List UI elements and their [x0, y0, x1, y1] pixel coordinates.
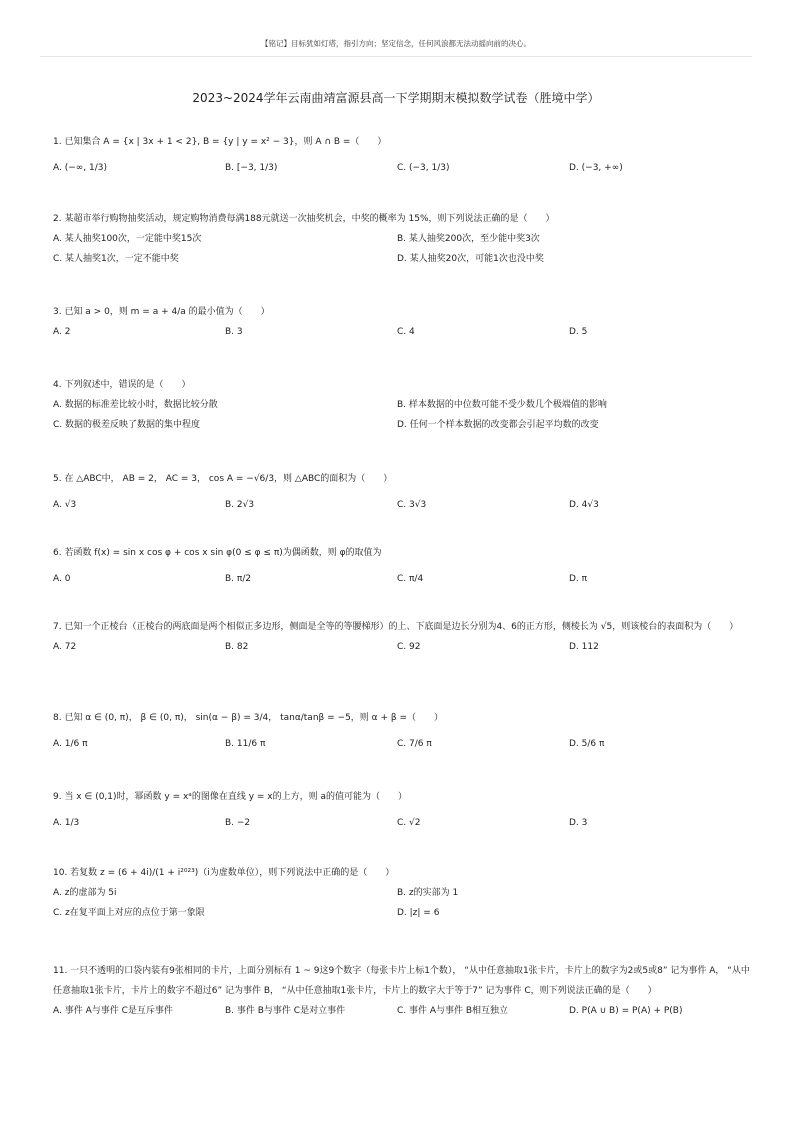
question-1-text: 1. 已知集合 A = {x | 3x + 1 < 2}, B = {y | y = x² − 3}，则 A ∩ B =（ ）	[53, 137, 387, 147]
question-2-text: 2. 某超市举行购物抽奖活动，规定购物消费每满188元就送一次抽奖机会，中奖的概率为 15%，则下列说法正确的是（ ）	[53, 214, 555, 224]
question-7-option-c[interactable]: C. 92	[397, 642, 421, 652]
question-3-option-d[interactable]: D. 5	[569, 327, 588, 337]
question-6-option-a[interactable]: A. 0	[53, 574, 71, 584]
question-2-option-a[interactable]: A. 某人抽奖100次，一定能中奖15次	[53, 234, 202, 244]
question-8-text: 8. 已知 α ∈ (0, π)， β ∈ (0, π)， sin(α − β) = 3/4， tanα/tanβ = −5，则 α + β =（ ）	[53, 713, 444, 723]
question-8-option-b[interactable]: B. 11/6 π	[225, 739, 266, 749]
question-5	[53, 469, 753, 523]
question-9-option-a[interactable]: A. 1/3	[53, 818, 80, 828]
question-9-option-b[interactable]: B. −2	[225, 818, 251, 828]
question-6	[53, 543, 753, 597]
question-11-option-b[interactable]: B. 事件 B与事件 C是对立事件	[225, 1006, 346, 1016]
question-7-text: 7. 已知一个正棱台（正棱台的两底面是两个相似正多边形，侧面是全等的等腰梯形）的上、下底面是边长分别为4、6的正方形，侧棱长为 √5，则该棱台的表面积为（ ）	[53, 622, 739, 632]
question-4-option-b[interactable]: B. 样本数据的中位数可能不受少数几个极端值的影响	[397, 400, 607, 410]
question-10-text: 10. 若复数 z = (6 + 4i)/(1 + i²⁰²³)（i为虚数单位），则下列说法中正确的是（ ）	[53, 868, 395, 878]
question-7-option-b[interactable]: B. 82	[225, 642, 249, 652]
question-10-option-a[interactable]: A. z的虚部为 5i	[53, 888, 117, 898]
question-4-option-c[interactable]: C. 数据的极差反映了数据的集中程度	[53, 420, 201, 430]
question-7-option-a[interactable]: A. 72	[53, 642, 77, 652]
question-8	[53, 708, 753, 762]
question-1	[53, 132, 753, 186]
question-4-text: 4. 下列叙述中，错误的是（ ）	[53, 380, 191, 390]
question-3-text: 3. 已知 a > 0，则 m = a + 4/a 的最小值为（ ）	[53, 307, 270, 317]
question-11-option-a[interactable]: A. 事件 A与事件 C是互斥事件	[53, 1006, 173, 1016]
question-5-option-b[interactable]: B. 2√3	[225, 500, 255, 510]
question-1-option-b[interactable]: B. [−3, 1/3)	[225, 163, 278, 173]
question-8-option-d[interactable]: D. 5/6 π	[569, 739, 605, 749]
question-2-option-b[interactable]: B. 某人抽奖200次，至少能中奖3次	[397, 234, 540, 244]
question-5-option-d[interactable]: D. 4√3	[569, 500, 599, 510]
question-9-option-d[interactable]: D. 3	[569, 818, 588, 828]
question-9-option-c[interactable]: C. √2	[397, 818, 421, 828]
question-1-option-d[interactable]: D. (−3, +∞)	[569, 163, 623, 173]
question-3-option-c[interactable]: C. 4	[397, 327, 415, 337]
question-2-option-c[interactable]: C. 某人抽奖1次，一定不能中奖	[53, 254, 179, 264]
question-5-option-a[interactable]: A. √3	[53, 500, 77, 510]
question-8-option-c[interactable]: C. 7/6 π	[397, 739, 432, 749]
page-title: 2023~2024学年云南曲靖富源县高一下学期期末模拟数学试卷（胜境中学）	[192, 91, 600, 105]
question-3-option-a[interactable]: A. 2	[53, 327, 71, 337]
question-9	[53, 787, 753, 841]
question-5-text: 5. 在 △ABC中， AB = 2， AC = 3， cos A = −√6/3，则 △ABC的面积为（ ）	[53, 474, 393, 484]
question-6-option-c[interactable]: C. π/4	[397, 574, 424, 584]
question-3	[53, 302, 753, 342]
question-3-option-b[interactable]: B. 3	[225, 327, 243, 337]
question-11	[53, 961, 753, 1021]
question-7	[53, 617, 753, 657]
question-8-option-a[interactable]: A. 1/6 π	[53, 739, 88, 749]
question-9-text: 9. 当 x ∈ (0,1)时，幂函数 y = xᵃ的图像在直线 y = x的上方，则 a的值可能为（ ）	[53, 792, 407, 802]
question-4-option-d[interactable]: D. 任何一个样本数据的改变都会引起平均数的改变	[397, 420, 599, 430]
question-10-option-d[interactable]: D. |z| = 6	[397, 908, 440, 918]
question-2	[53, 209, 753, 269]
question-6-option-b[interactable]: B. π/2	[225, 574, 252, 584]
question-4-option-a[interactable]: A. 数据的标准差比较小时，数据比较分散	[53, 400, 218, 410]
question-11-text: 11. 一只不透明的口袋内装有9张相同的卡片，上面分别标有 1 ~ 9这9个数字（每张卡片上标1个数）， “从中任意抽取1张卡片，卡片上的数字为2或5或8” 记为事件 A， “从中任意抽取1张卡片，卡片上的数字不超过6” 记为事件 B， “从中任意抽取1张卡片，卡片上的数字大于等于7” 记为事件 C，则下列说法正确的是（ ）	[53, 966, 750, 996]
header-divider	[40, 56, 752, 57]
question-10-option-c[interactable]: C. z在复平面上对应的点位于第一象限	[53, 908, 205, 918]
question-10	[53, 863, 753, 923]
question-6-text: 6. 若函数 f(x) = sin x cos φ + cos x sin φ(0 ≤ φ ≤ π)为偶函数，则 φ的取值为	[53, 548, 382, 558]
question-7-option-d[interactable]: D. 112	[569, 642, 599, 652]
question-1-option-a[interactable]: A. (−∞, 1/3)	[53, 163, 107, 173]
question-1-option-c[interactable]: C. (−3, 1/3)	[397, 163, 450, 173]
question-4	[53, 375, 753, 435]
question-6-option-d[interactable]: D. π	[569, 574, 588, 584]
motto-banner: 【铭记】目标犹如灯塔，指引方向；坚定信念，任何风浪都无法动摇向前的决心。	[261, 39, 531, 48]
question-2-option-d[interactable]: D. 某人抽奖20次，可能1次也没中奖	[397, 254, 544, 264]
question-11-option-d[interactable]: D. P(A ∪ B) = P(A) + P(B)	[569, 1006, 683, 1016]
question-10-option-b[interactable]: B. z的实部为 1	[397, 888, 459, 898]
question-5-option-c[interactable]: C. 3√3	[397, 500, 427, 510]
question-11-option-c[interactable]: C. 事件 A与事件 B相互独立	[397, 1006, 509, 1016]
